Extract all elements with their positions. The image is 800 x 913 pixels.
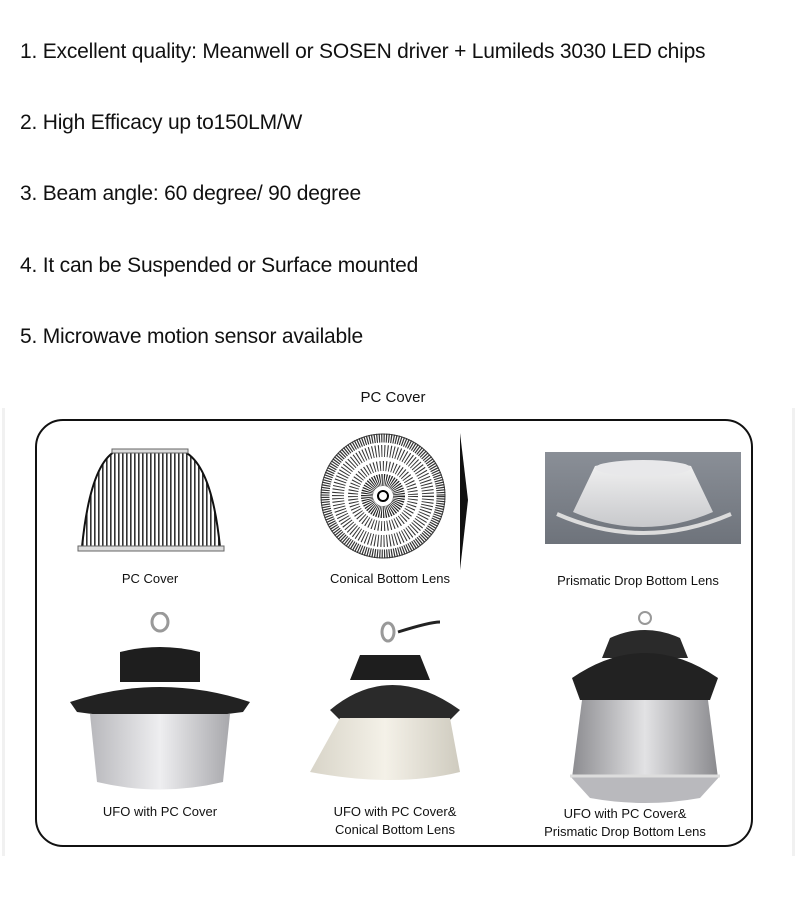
feature-2: 2. High Efficacy up to150LM/W	[20, 111, 303, 134]
feature-1: 1. Excellent quality: Meanwell or SOSEN driver + Lumileds 3030 LED chips	[20, 40, 706, 63]
pc-cover-drawing-icon	[62, 447, 242, 557]
caption-ufo-pc-cover: UFO with PC Cover	[102, 804, 218, 819]
caption-ufo-prismatic: UFO with PC Cover& Prismatic Drop Bottom Lens	[544, 806, 706, 839]
ufo-prismatic-photo-icon	[560, 608, 730, 804]
panel-title: PC Cover	[360, 389, 426, 406]
caption-prismatic-lens: Prismatic Drop Bottom Lens	[557, 573, 719, 588]
ufo-conical-photo-icon	[300, 620, 490, 790]
caption-conical-lens: Conical Bottom Lens	[330, 571, 450, 586]
caption-ufo-conical: UFO with PC Cover& Conical Bottom Lens	[333, 804, 457, 837]
caption-pc-cover: PC Cover	[121, 571, 179, 586]
ufo-pc-cover-photo-icon	[65, 612, 255, 794]
conical-lens-drawing-icon	[318, 430, 478, 574]
feature-3: 3. Beam angle: 60 degree/ 90 degree	[20, 182, 361, 205]
prismatic-lens-photo-icon	[545, 452, 741, 544]
feature-5: 5. Microwave motion sensor available	[20, 325, 363, 348]
feature-4: 4. It can be Suspended or Surface mounted	[20, 254, 419, 277]
